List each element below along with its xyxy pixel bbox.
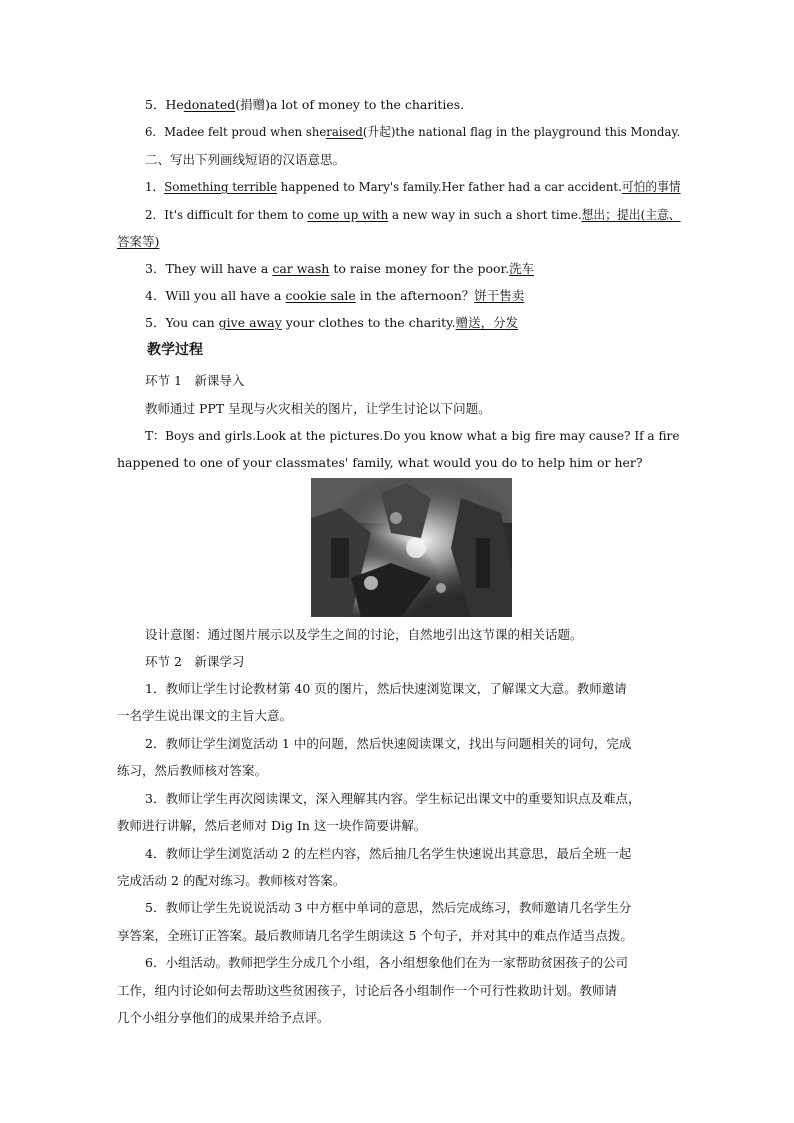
answer: 赠送，分发 — [455, 315, 519, 330]
text: your clothes to the charity. — [281, 315, 456, 330]
text: a new way in such a short time. — [388, 207, 582, 222]
answer: 饼干售卖 — [474, 288, 525, 303]
exercise-b-item-5 — [145, 314, 518, 332]
underlined-word: raised — [326, 124, 363, 139]
exercise-b-item-1 — [145, 178, 681, 196]
step-2-title: 环节 2 新课学习 — [145, 654, 245, 669]
text: 5．He — [145, 97, 184, 112]
text: (捐赠)a lot of money to the charities. — [235, 97, 465, 112]
step-2-p4-line2: 完成活动 2 的配对练习。教师核对答案。 — [117, 873, 346, 888]
teacher-question-line-1: T：Boys and girls.Look at the pictures.Do you know what a big fire may cause? If a fire — [145, 428, 680, 443]
text: (升起)the national flag in the playground this Monday. — [362, 124, 681, 139]
text: happened to Mary's family.Her father had a car accident. — [277, 179, 622, 194]
exercise-a-item-5 — [145, 96, 464, 114]
underlined-phrase: car wash — [272, 261, 330, 276]
underlined-word: donated — [183, 97, 236, 112]
exercise-b-item-2 — [145, 206, 681, 224]
process-heading: 教学过程 — [147, 342, 203, 358]
step-2-p1-line2: 一名学生说出课文的主旨大意。 — [117, 708, 293, 723]
fire-photo — [311, 478, 512, 617]
exercise-a-item-6 — [145, 123, 680, 141]
step-2-p6-line1: 6．小组活动。教师把学生分成几个小组，各小组想象他们在为一家帮助贫困孩子的公司 — [145, 955, 628, 970]
step-2-p3-line1: 3．教师让学生再次阅读课文，深入理解其内容。学生标记出课文中的重要知识点及难点， — [145, 791, 641, 806]
answer: 可怕的事情 — [621, 179, 681, 194]
step-2-p2-line2: 练习，然后教师核对答案。 — [117, 763, 268, 778]
step-1-intro: 教师通过 PPT 呈现与火灾相关的图片，让学生讨论以下问题。 — [145, 401, 491, 416]
text: 2．It's difficult for them to — [145, 207, 308, 222]
answer: 想出；提出(主意、 — [581, 207, 681, 222]
answer: 洗车 — [509, 261, 535, 276]
teacher-question-line-2: happened to one of your classmates' family, what would you do to help him or her? — [117, 455, 643, 470]
exercise-b-item-4 — [145, 287, 524, 305]
text: in the afternoon？ — [355, 288, 475, 303]
text: 4．Will you all have a — [145, 288, 286, 303]
text: 5．You can — [145, 315, 219, 330]
answer: 答案等) — [117, 234, 160, 249]
step-2-p2-line1: 2．教师让学生浏览活动 1 中的问题，然后快速阅读课文，找出与问题相关的词句，完成 — [145, 736, 632, 751]
underlined-phrase: cookie sale — [285, 288, 356, 303]
design-intent: 设计意图：通过图片展示以及学生之间的讨论，自然地引出这节课的相关话题。 — [145, 627, 583, 642]
text: to raise money for the poor. — [329, 261, 510, 276]
text: 1． — [145, 179, 165, 194]
exercise-b-item-2-continued — [117, 233, 159, 251]
step-2-p6-line3: 几个小组分享他们的成果并给予点评。 — [117, 1010, 330, 1025]
exercise-b-item-3 — [145, 260, 534, 278]
step-1-title: 环节 1 新课导入 — [145, 373, 245, 388]
step-2-p3-line2: 教师进行讲解，然后老师对 Dig In 这一块作简要讲解。 — [117, 818, 427, 833]
fire-photo-graphic — [311, 478, 512, 617]
step-2-p4-line1: 4．教师让学生浏览活动 2 的左栏内容，然后抽几名学生快速说出其意思，最后全班一起 — [145, 846, 632, 861]
step-2-p5-line1: 5．教师让学生先说说活动 3 中方框中单词的意思，然后完成练习，教师邀请几名学生分 — [145, 900, 632, 915]
underlined-phrase: come up with — [307, 207, 389, 222]
step-2-p1-line1: 1．教师让学生讨论教材第 40 页的图片，然后快速浏览课文，了解课文大意。教师邀请 — [145, 681, 627, 696]
text: 6．Madee felt proud when she — [145, 124, 327, 139]
section-2-title: 二、写出下列画线短语的汉语意思。 — [145, 152, 346, 167]
step-2-p6-line2: 工作，组内讨论如何去帮助这些贫困孩子，讨论后各小组制作一个可行性救助计划。教师请 — [117, 983, 618, 998]
underlined-phrase: give away — [218, 315, 282, 330]
underlined-phrase: Something terrible — [164, 179, 278, 194]
text: 3．They will have a — [145, 261, 273, 276]
step-2-p5-line2: 享答案，全班订正答案。最后教师请几名学生朗读这 5 个句子，并对其中的难点作适当点拨。 — [117, 928, 633, 943]
